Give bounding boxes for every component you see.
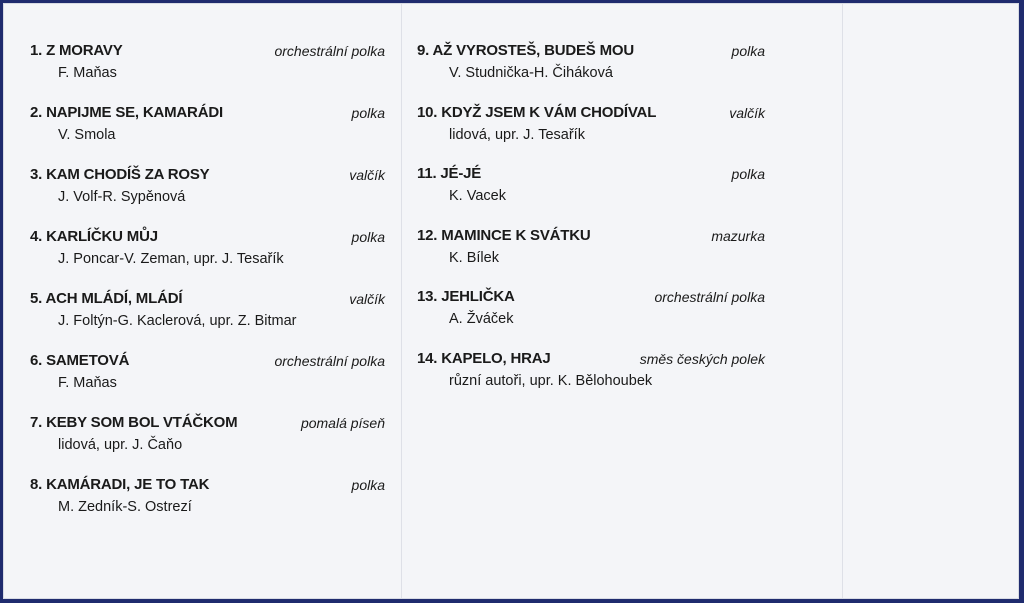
track-credit: lidová, upr. J. Čaňo: [58, 437, 183, 453]
track-entry: [30, 412, 385, 474]
track-title: 5. ACH MLÁDÍ, MLÁDÍ: [30, 290, 183, 307]
track-entry: [30, 102, 385, 164]
track-title: 4. KARLÍČKU MŮJ: [30, 228, 158, 245]
track-entry: [30, 350, 385, 412]
track-credit: J. Foltýn-G. Kaclerová, upr. Z. Bitmar: [58, 313, 297, 329]
track-credit: lidová, upr. J. Tesařík: [449, 126, 585, 143]
track-title: 8. KAMÁRADI, JE TO TAK: [30, 476, 210, 493]
track-title: 12. MAMINCE K SVÁTKU: [417, 226, 591, 244]
track-credit: A. Žváček: [449, 311, 514, 327]
track-title: 14. KAPELO, HRAJ: [417, 349, 551, 367]
track-genre: valčík: [729, 104, 765, 121]
tracklist-right-column: [417, 40, 765, 409]
track-entry: [30, 40, 385, 102]
tracklist-left-column: [30, 40, 385, 536]
track-genre: polka: [351, 477, 385, 493]
track-title: 9. AŽ VYROSTEŠ, BUDEŠ MOU: [417, 42, 634, 59]
track-credit: F. Maňas: [58, 375, 117, 391]
track-title: 1. Z MORAVY: [30, 42, 123, 59]
track-credit: V. Smola: [58, 127, 116, 143]
track-credit: J. Volf-R. Sypěnová: [58, 189, 186, 205]
fold-line: [401, 4, 402, 598]
track-title: 7. KEBY SOM BOL VTÁČKOM: [30, 414, 238, 431]
track-genre: polka: [351, 105, 385, 121]
track-entry: [417, 102, 765, 164]
track-credit: K. Bílek: [449, 249, 499, 266]
track-entry: [417, 225, 765, 287]
track-credit: různí autoři, upr. K. Bělohoubek: [449, 372, 653, 389]
track-genre: polka: [351, 229, 385, 245]
track-credit: J. Poncar-V. Zeman, upr. J. Tesařík: [58, 251, 284, 267]
track-entry: [417, 348, 765, 410]
track-genre: valčík: [349, 291, 385, 307]
track-title: 10. KDYŽ JSEM K VÁM CHODÍVAL: [417, 103, 657, 121]
track-title: 13. JEHLIČKA: [417, 288, 515, 305]
fold-line: [842, 4, 843, 598]
track-genre: směs českých polek: [639, 350, 765, 367]
track-entry: [30, 226, 385, 288]
track-entry: [30, 474, 385, 536]
track-entry: [30, 164, 385, 226]
track-entry: [417, 286, 765, 348]
track-entry: [417, 40, 765, 102]
track-credit: V. Studnička-H. Čiháková: [449, 65, 613, 81]
track-title: 11. JÉ-JÉ: [417, 165, 482, 182]
track-entry: [417, 163, 765, 225]
track-genre: orchestrální polka: [274, 353, 385, 369]
track-title: 2. NAPIJME SE, KAMARÁDI: [30, 104, 223, 121]
track-genre: pomalá píseň: [300, 415, 385, 431]
track-genre: orchestrální polka: [654, 289, 765, 305]
track-genre: mazurka: [711, 227, 765, 244]
track-genre: valčík: [349, 167, 385, 183]
track-entry: [30, 288, 385, 350]
track-credit: M. Zedník-S. Ostrezí: [58, 499, 192, 515]
track-genre: polka: [731, 166, 765, 182]
track-title: 3. KAM CHODÍŠ ZA ROSY: [30, 166, 210, 183]
track-credit: K. Vacek: [449, 188, 506, 204]
track-title: 6. SAMETOVÁ: [30, 352, 130, 369]
tracklist-card: [3, 3, 1019, 599]
track-genre: orchestrální polka: [274, 43, 385, 59]
track-genre: polka: [731, 43, 765, 59]
track-credit: F. Maňas: [58, 65, 117, 81]
